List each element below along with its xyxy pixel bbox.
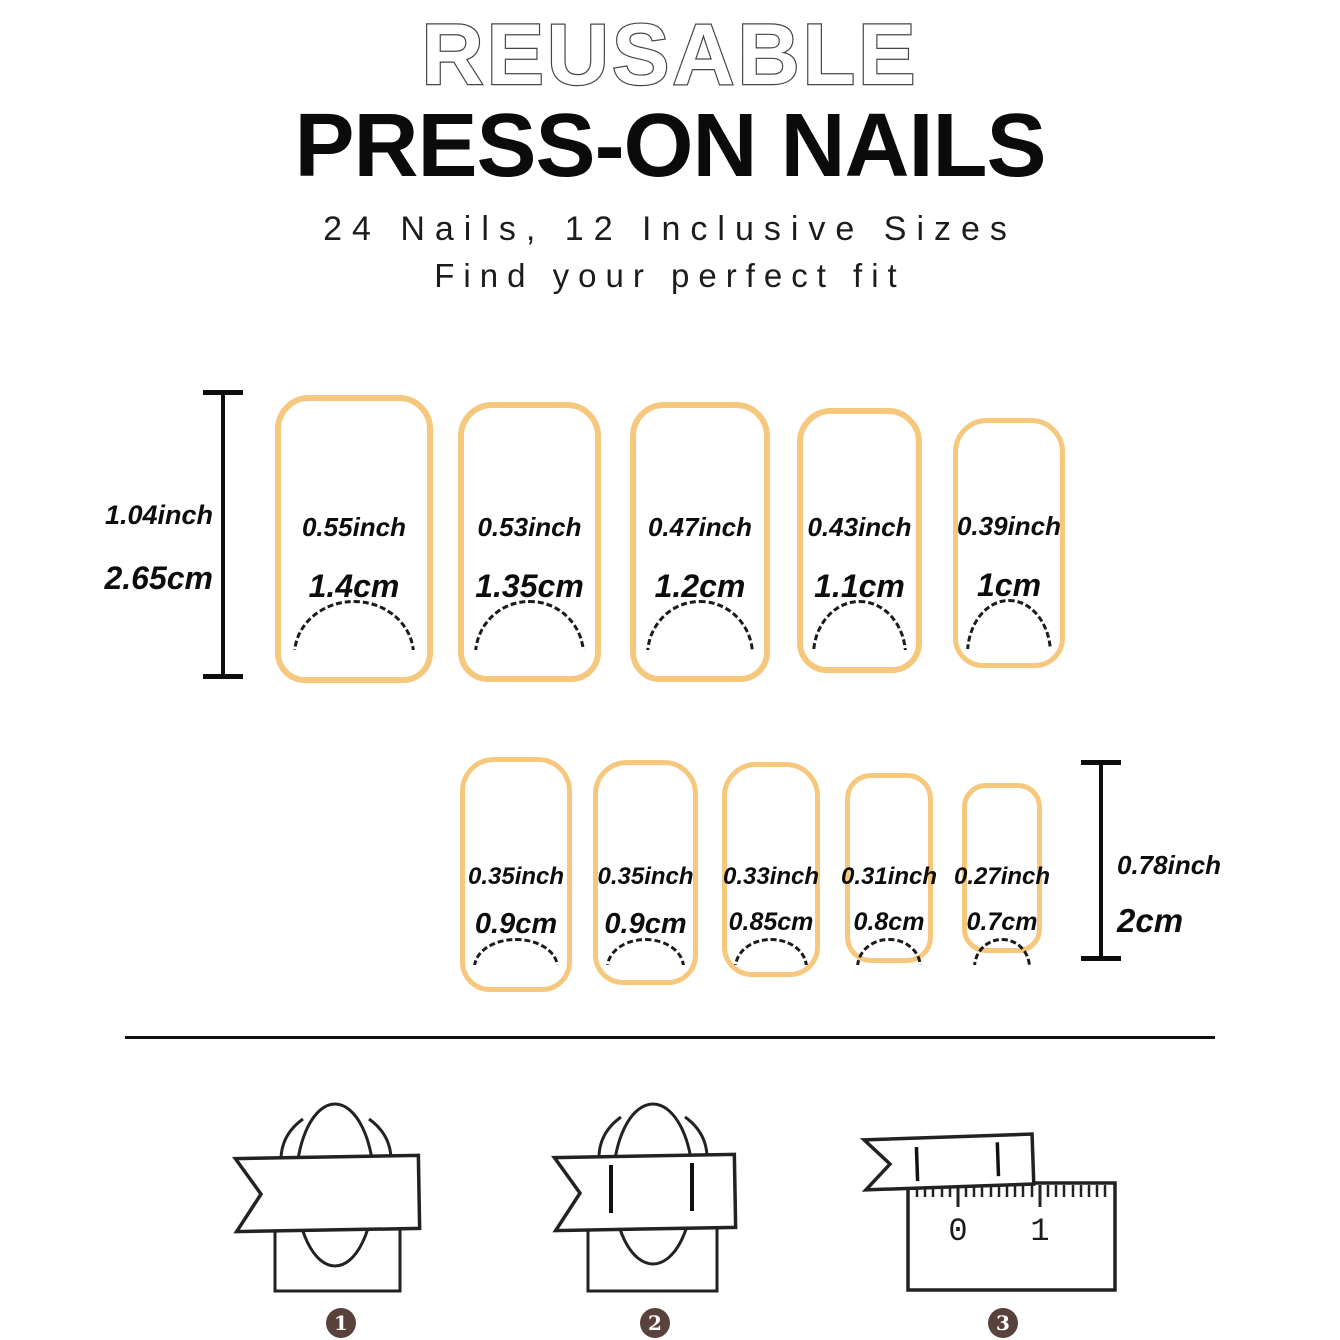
step2-badge (640, 1308, 670, 1338)
nail-width-inch: 0.55inch (301, 512, 407, 542)
nail-cuticle-arc (966, 599, 1052, 649)
step3-badge (988, 1308, 1018, 1338)
nail-size-7 (593, 760, 698, 985)
nail-cuticle-arc (473, 938, 559, 965)
nail-width-inch: 0.53inch (477, 512, 582, 542)
nail-width-cm: 1.2cm (654, 568, 746, 604)
title-outline (0, 0, 1340, 104)
right-width-mark (997, 1142, 998, 1176)
nail-width-inch: 0.39inch (956, 511, 1062, 541)
nail-width-cm: 0.9cm (604, 908, 687, 940)
nail-cuticle-arc (812, 600, 907, 650)
nail-size-6 (460, 757, 572, 992)
step1-number: 1 (334, 1311, 348, 1335)
nail-width-cm: 1.1cm (814, 568, 905, 604)
nail-size-3 (630, 402, 770, 682)
measuring-strip-group (864, 1134, 1034, 1190)
nail-size-8 (722, 762, 820, 977)
ruler-label-one: 1 (1030, 1213, 1050, 1250)
step1-diagram-wrap-tape (213, 1088, 473, 1303)
nail-width-inch: 0.35inch (597, 863, 694, 890)
nail-size-4 (797, 408, 922, 673)
measuring-strip-banner (235, 1155, 419, 1231)
nail-cuticle-arc (973, 938, 1032, 965)
measuring-strip-banner (554, 1154, 735, 1230)
nail-cuticle-arc (606, 938, 686, 965)
nail-width-inch: 0.47inch (647, 512, 753, 542)
nail-cuticle-arc (646, 600, 754, 650)
nail-width-cm: 0.85cm (728, 908, 814, 936)
ruler-label-zero: 0 (948, 1213, 968, 1250)
nail-size-10 (953, 783, 1051, 953)
step2-diagram-mark-width (528, 1088, 788, 1303)
row2-ruler-bottom-cap (1081, 956, 1121, 961)
nail-width-inch: 0.27inch (953, 863, 1051, 890)
ruler-body (908, 1183, 1115, 1290)
nail-width-cm: 1.4cm (308, 568, 400, 604)
nail-width-inch: 0.35inch (467, 863, 565, 890)
nail-cuticle-arc (474, 600, 584, 650)
nail-width-cm: 1.35cm (475, 568, 584, 604)
nail-width-cm: 1cm (976, 567, 1042, 603)
nail-cuticle-arc (856, 938, 922, 965)
nail-size-2 (458, 402, 601, 682)
nail-size-1 (275, 395, 433, 683)
nail-width-inch: 0.33inch (722, 863, 820, 890)
title-outline-text: REUSABLE (421, 7, 919, 103)
row2-length-cm: 2cm (1117, 902, 1184, 939)
step3-number: 3 (996, 1311, 1010, 1335)
nail-cuticle-arc (734, 938, 808, 965)
row1-ruler-line (221, 392, 225, 678)
nail-size-5 (953, 418, 1065, 668)
row2-length-inch: 0.78inch (1117, 850, 1222, 880)
nail-width-inch: 0.31inch (840, 863, 938, 890)
step1-badge (326, 1308, 356, 1338)
nail-cuticle-arc (293, 600, 416, 650)
nail-size-9 (840, 773, 938, 963)
nail-width-inch: 0.43inch (807, 512, 912, 542)
subtitle-tagline: Find your perfect fit (434, 257, 906, 294)
row1-ruler-bottom-cap (203, 674, 243, 679)
step2-number: 2 (648, 1311, 662, 1335)
row2-ruler-line (1099, 762, 1103, 960)
page-title: PRESS-ON NAILS (294, 96, 1046, 196)
row2-ruler-top-cap (1081, 760, 1121, 765)
row1-length-cm: 2.65cm (104, 560, 213, 596)
subtitle-count: 24 Nails, 12 Inclusive Sizes (323, 210, 1017, 248)
step3-diagram-measure-ruler (848, 1088, 1138, 1303)
measuring-strip-banner (864, 1134, 1034, 1190)
section-divider (125, 1036, 1215, 1039)
row1-ruler-top-cap (203, 390, 243, 395)
nail-width-cm: 0.8cm (853, 908, 925, 936)
nail-width-cm: 0.7cm (966, 908, 1038, 936)
nail-width-cm: 0.9cm (474, 908, 558, 940)
left-width-mark (916, 1147, 917, 1181)
row1-length-inch: 1.04inch (104, 500, 213, 530)
